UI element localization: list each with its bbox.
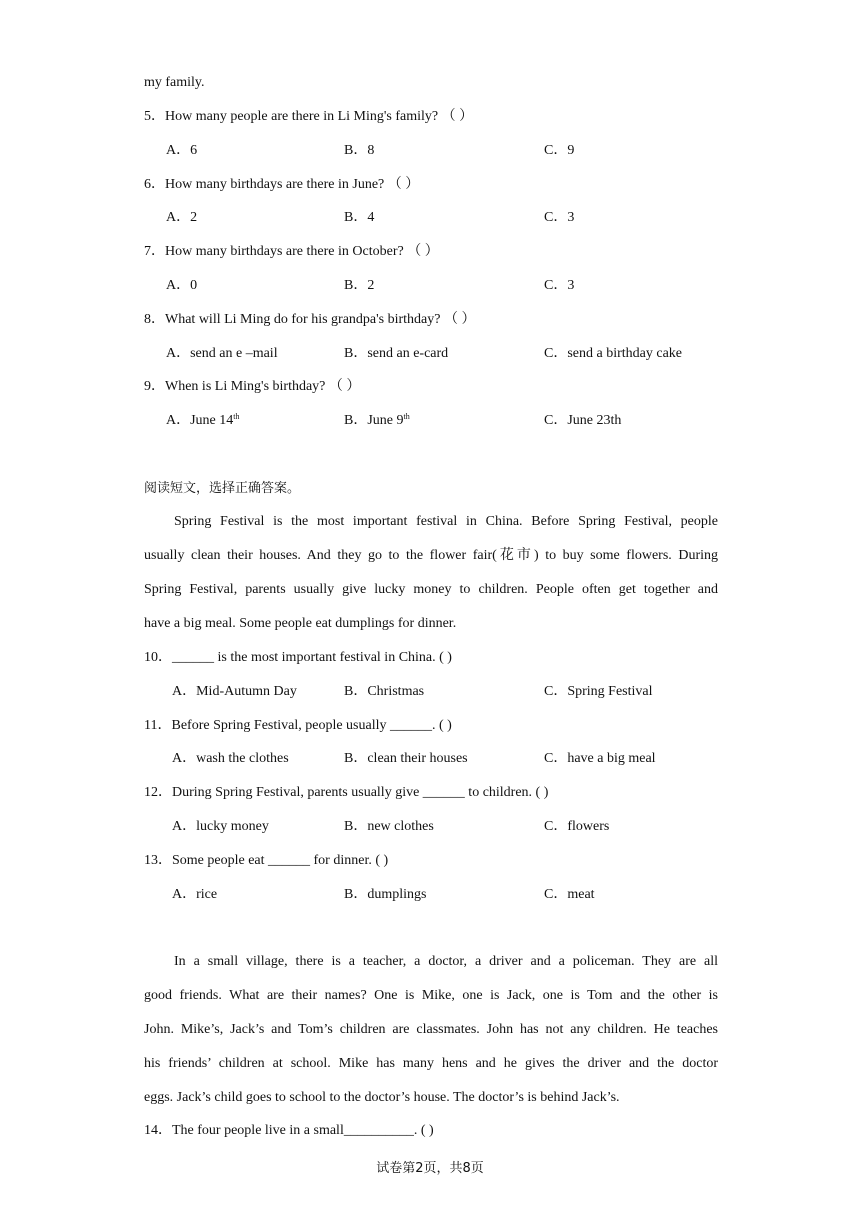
passage-line: have a big meal. Some people eat dumplings for dinner. [144,616,457,631]
passage-line: John. Mike’s, Jack’s and Tom’s children are classmates. John has not any children. He teaches [144,1022,718,1037]
reading-passage-village [144,945,718,1115]
option-c[interactable]: C．3 [544,210,575,225]
option-a[interactable]: A．wash the clothes [172,751,289,766]
question-stem: 5．How many people are there in Li Ming's family? （ ） [144,109,474,124]
passage-line: his friends’ children at school. Mike has many hens and he gives the driver and the doctor [144,1056,718,1071]
question-stem: 12．During Spring Festival, parents usually give ______ to children. ( ) [144,785,549,800]
option-c[interactable]: C．flowers [544,819,610,834]
option-a[interactable]: A．lucky money [172,819,269,834]
passage-line: Spring Festival, parents usually give lucky money to children. People often get together and [144,582,718,597]
option-c[interactable]: C．have a big meal [544,751,656,766]
option-a[interactable]: A．rice [172,887,218,902]
section-instruction: 阅读短文，选择正确答案。 [144,481,301,496]
question-stem: 11．Before Spring Festival, people usually ______. ( ) [144,718,452,733]
question-stem: 10．______ is the most important festival in China. ( ) [144,650,452,665]
option-b[interactable]: B．8 [344,143,375,158]
option-c[interactable]: C．Spring Festival [544,684,653,699]
option-b[interactable]: B．new clothes [344,819,434,834]
question-14-stem: 14．The four people live in a small__________. ( ) [144,1123,434,1138]
option-b[interactable]: B．send an e-card [344,346,449,361]
passage-line: eggs. Jack’s child goes to school to the doctor’s house. The doctor’s is behind Jack’s. [144,1090,620,1105]
option-b[interactable]: B．dumplings [344,887,427,902]
option-c[interactable]: C．June 23th [544,413,622,428]
option-b[interactable]: B．4 [344,210,375,225]
reading-passage-spring-festival [144,505,718,641]
passage-line: In a small village, there is a teacher, a doctor, a driver and a policeman. They are all [174,954,718,969]
passage-line: good friends. What are their names? One is Mike, one is Jack, one is Tom and the other is [144,988,718,1003]
option-c[interactable]: C．meat [544,887,595,902]
option-b[interactable]: B．2 [344,278,375,293]
option-a[interactable] [166,412,240,430]
option-a[interactable]: A．send an e –mail [166,346,278,361]
previous-passage-fragment: my family. [144,75,205,90]
passage-line: usually clean their houses. And they go to the flower fair(花市) to buy some flowers. During [144,548,718,563]
option-b[interactable] [344,412,410,430]
option-a[interactable]: A．6 [166,143,198,158]
question-stem: 9．When is Li Ming's birthday? （ ） [144,379,361,394]
question-stem: 7．How many birthdays are there in October? （ ） [144,244,439,259]
option-c[interactable]: C．send a birthday cake [544,346,683,361]
question-stem: 8．What will Li Ming do for his grandpa's birthday? （ ） [144,312,476,327]
page-footer: 试卷第2页，共8页 [376,1161,484,1176]
option-a-text: A．June 14 [166,413,234,428]
question-stem: 13．Some people eat ______ for dinner. ( ) [144,853,389,868]
option-a[interactable]: A．0 [166,278,198,293]
option-c[interactable]: C．9 [544,143,575,158]
question-stem: 6．How many birthdays are there in June? （ ） [144,177,420,192]
ordinal-suffix: th [403,412,410,421]
option-c[interactable]: C．3 [544,278,575,293]
option-b[interactable]: B．Christmas [344,684,425,699]
ordinal-suffix: th [233,412,240,421]
option-b-text: B．June 9 [344,413,404,428]
passage-line: Spring Festival is the most important festival in China. Before Spring Festival, people [174,514,718,529]
option-a[interactable]: A．Mid-Autumn Day [172,684,297,699]
option-b[interactable]: B．clean their houses [344,751,468,766]
option-a[interactable]: A．2 [166,210,198,225]
